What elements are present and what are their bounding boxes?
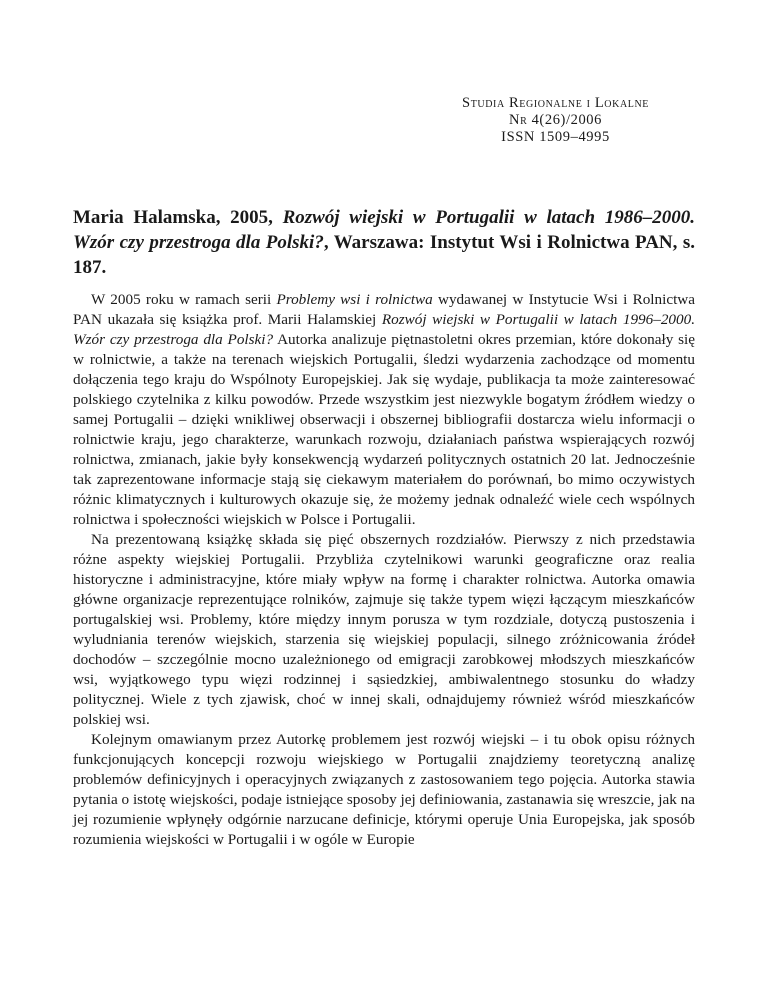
title-author-year: Maria Halamska, 2005, — [73, 207, 283, 228]
p1-text-b: wydawanej w Instytucie Wsi i Rolnictwa PAN ukazała się książka prof. Marii Halamskiej — [73, 291, 695, 328]
p1-text-a: W 2005 roku w ramach serii — [91, 291, 277, 308]
journal-name: Studia Regionalne i Lokalne — [462, 95, 649, 111]
journal-issn: ISSN 1509–4995 — [501, 129, 610, 145]
title-publisher: , Warszawa: Instytut Wsi i Rolnictwa PAN, s. 187. — [73, 232, 695, 278]
title-book-title: Rozwój wiejski w Portugalii w latach 1986–2000. Wzór czy przestroga dla Polski? — [73, 207, 695, 253]
paragraph-2: Na prezentowaną książkę składa się pięć obszernych rozdziałów. Pierwszy z nich przedstawia różne aspekty wiejskiej Portugalii. Przybliża czytelnikowi warunki geograficzne oraz realia historyczne i administracyjne, które miały wpływ na formę i charakter rolnictwa. Autorka omawia główne organizacje reprezentujące rolników, zajmuje się także typem więzi łączącym mieszkańców portugalskiej wsi. Problemy, które między innym porusza w tym rozdziale, dotyczą pustoszenia i wyludniania terenów wiejskich, starzenia się wiejskiej populacji, silnego zróżnicowania źródeł dochodów – szczególnie mocno uzależnionego od emigracji zarobkowej młodszych mieszkańców wsi, wyjątkowego typu więzi rodzinnej i sąsiedzkiej, ambiwalentnego stosunku do władzy politycznej. Wiele z tych zjawisk, choć w innej skali, odnajdujemy również wśród mieszkańców polskiej wsi. — [73, 531, 695, 728]
journal-header — [462, 95, 649, 146]
journal-issue: Nr 4(26)/2006 — [509, 112, 603, 128]
p1-book-title: Rozwój wiejski w Portugalii w latach 1996–2000. Wzór czy przestroga dla Polski? — [73, 311, 695, 348]
paragraph-3: Kolejnym omawianym przez Autorkę problemem jest rozwój wiejski – i tu obok opisu różnych funkcjonujących koncepcji rozwoju wiejskiego w Portugalii znajdziemy teoretyczną analizę problemów definicyjnych i operacyjnych związanych z zastosowaniem tego pojęcia. Autorka stawia pytania o istotę wiejskości, podaje istniejące sposoby jej definiowania, zastanawia się wreszcie, jak na jej rozumienie wpłynęły odgórnie narzucane definicje, którymi operuje Unia Europejska, jak sposób rozumienia wiejskości w Portugalii i w ogóle w Europie — [73, 731, 695, 848]
review-body — [73, 290, 695, 850]
p1-series-title: Problemy wsi i rolnictwa — [276, 291, 433, 308]
paragraph-1 — [73, 290, 695, 530]
review-title — [73, 205, 695, 280]
p1-text-c: Autorka analizuje piętnastoletni okres przemian, które dokonały się w rolnictwie, a także na terenach wiejskich Portugalii, śledzi wydarzenia zachodzące od momentu dołączenia tego kraju do Wspólnoty Europejskiej. Jak się wydaje, publikacja ta może zainteresować polskiego czytelnika z kilku powodów. Przede wszystkim jest niezwykle bogatym źródłem wiedzy o samej Portugalii – dzięki wnikliwej obserwacji i obszernej bibliografii dostarcza wielu informacji o rolnictwie kraju, jego charakterze, warunkach rozwoju, działaniach państwa wspierających rozwój rolnictwa, zmianach, jakie były konsekwencją wydarzeń politycznych ostatnich 20 lat. Jednocześnie tak zaprezentowane informacje stają się ciekawym materiałem do porównań, bo mimo oczywistych różnic klimatycznych i kulturowych okazuje się, że możemy jednak odnaleźć wiele cech wspólnych rolnictwa i społeczności wiejskich w Polsce i Portugalii. — [73, 331, 695, 528]
